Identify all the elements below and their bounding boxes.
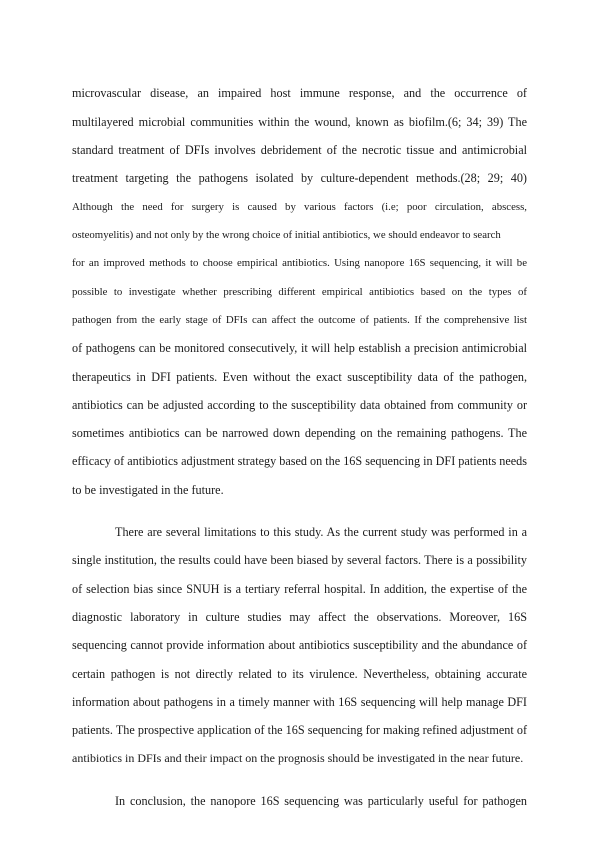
- text-line: for an improved methods to choose empirical antibiotics. Using nanopore 16S sequencing, it will be: [72, 257, 527, 269]
- text-line: pathogen from the early stage of DFIs can affect the outcome of patients. If the comprehensive list: [72, 314, 527, 326]
- text-line: microvascular disease, an impaired host immune response, and the occurrence of: [72, 86, 527, 100]
- text-line: There are several limitations to this study. As the current study was performed in a: [115, 525, 527, 539]
- text-line: information about pathogens in a timely manner with 16S sequencing will help manage DFI: [72, 695, 527, 709]
- text-line: certain pathogen is not directly related to its virulence. Nevertheless, obtaining accurate: [72, 667, 527, 681]
- text-line: possible to investigate whether prescribing different empirical antibiotics based on the types of: [72, 286, 527, 298]
- text-line: Although the need for surgery is caused by various factors (i.e; poor circulation, abscess,: [72, 201, 527, 213]
- text-line: to be investigated in the future.: [72, 483, 224, 497]
- text-line: single institution, the results could have been biased by several factors. There is a possibility: [72, 553, 527, 567]
- text-line: antibiotics in DFIs and their impact on the prognosis should be investigated in the near future.: [72, 751, 524, 765]
- text-line: therapeutics in DFI patients. Even without the exact susceptibility data of the pathogen,: [72, 370, 527, 384]
- text-line: sequencing cannot provide information about antibiotics susceptibility and the abundance of: [72, 638, 527, 652]
- text-line: antibiotics can be adjusted according to the susceptibility data obtained from community or: [72, 398, 527, 412]
- text-line: treatment targeting the pathogens isolated by culture-dependent methods.(28; 29; 40): [72, 171, 527, 185]
- text-line: of pathogens can be monitored consecutively, it will help establish a precision antimicrobial: [72, 341, 527, 355]
- text-line: multilayered microbial communities within the wound, known as biofilm.(6; 34; 39) The: [72, 115, 527, 129]
- text-line: standard treatment of DFIs involves debridement of the necrotic tissue and antimicrobial: [72, 143, 527, 157]
- text-line: osteomyelitis) and not only by the wrong choice of initial antibiotics, we should endeavor to search: [72, 229, 501, 241]
- text-line: patients. The prospective application of the 16S sequencing for making refined adjustment of: [72, 723, 527, 737]
- text-line: In conclusion, the nanopore 16S sequencing was particularly useful for pathogen: [115, 794, 527, 808]
- text-line: of selection bias since SNUH is a tertiary referral hospital. In addition, the expertise of the: [72, 582, 527, 596]
- text-line: diagnostic laboratory in culture studies may affect the observations. Moreover, 16S: [72, 610, 527, 624]
- text-line: efficacy of antibiotics adjustment strategy based on the 16S sequencing in DFI patients needs: [72, 454, 528, 468]
- text-line: sometimes antibiotics can be narrowed down depending on the remaining pathogens. The: [72, 426, 527, 440]
